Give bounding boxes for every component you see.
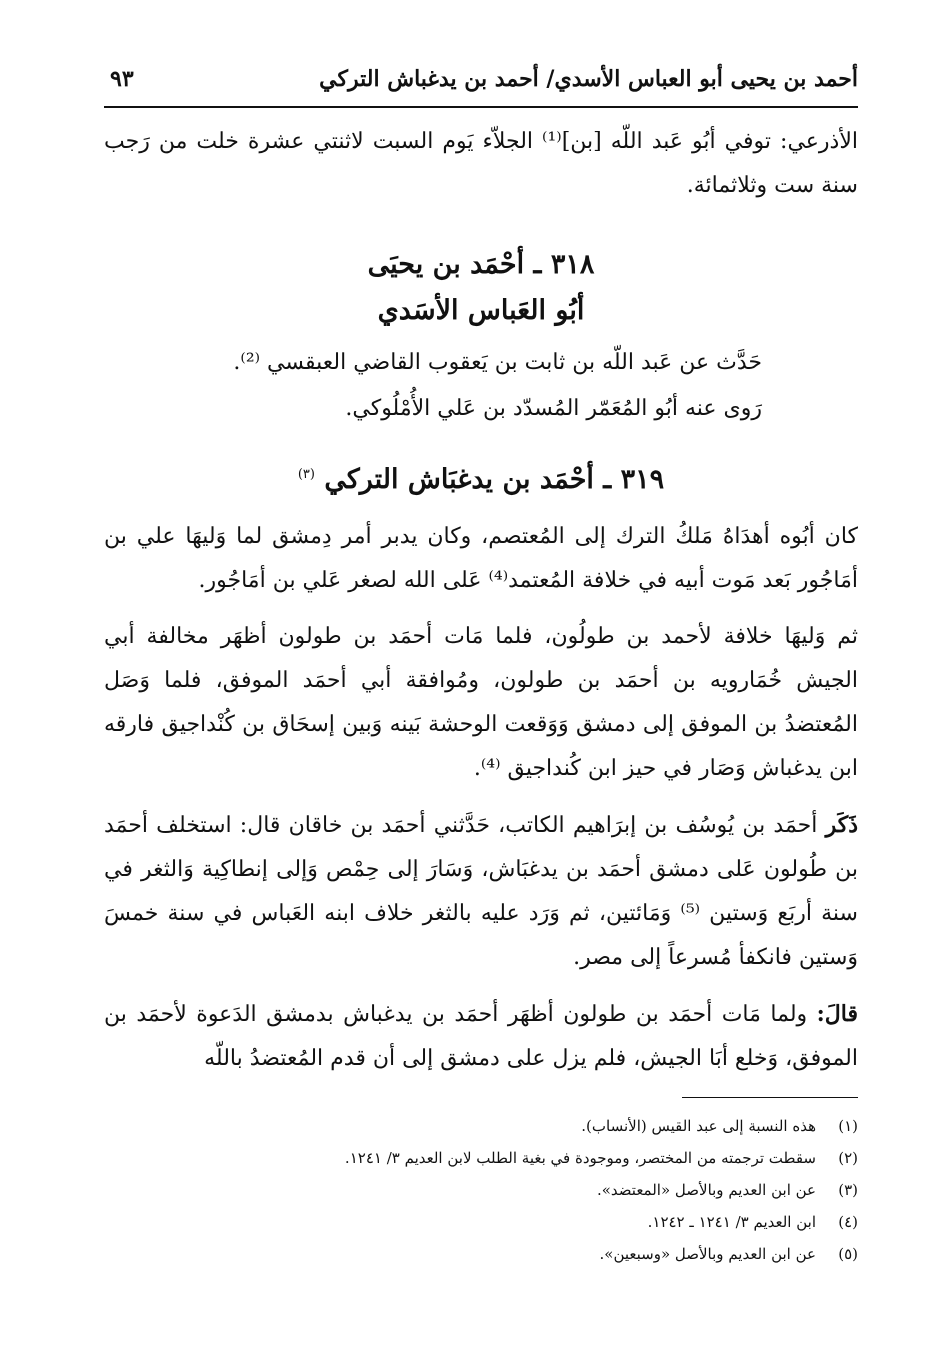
page-number: ٩٣: [110, 66, 134, 92]
paragraph-3-text: أحمَد بن يُوسُف بن إبرَاهيم الكاتب، حَدَّثني أحمَد بن خاقان قال: استخلف أحمَد بن طُولون عَلى دمشق أحمَد بن يدغبَاش، وَسَارَ إلى حِمْص وَإلى إنطاكِية وَالثغر في سنة أربَع وَستين ⁽⁵⁾ وَمَائتين، ثم وَرَد عليه بالثغر خلاف ابنه العَباس في سنة خمسَ وَستين فانكفأ مُسرعاً إلى مصر.: [104, 813, 858, 970]
footnote-text: هذه النسبة إلى عبد القيس (الأنساب).: [581, 1117, 816, 1135]
footnote-item: [104, 1238, 858, 1270]
entry-319-title-note: (٣): [297, 467, 315, 482]
paragraph-4-text: ولما مَات أحمَد بن طولون أظهَر أحمَد بن يدغباش بدمشق الدَعوة لأحمَد بن الموفق، وَخلع أبَا الجيش، فلم يزل على دمشق إلى أن قدم المُعتضدُ باللّه: [104, 1002, 858, 1071]
entry-319-paragraph-2: ثم وَليهَا خلافة لأحمد بن طولُون، فلما مَات أحمَد بن طولون أظهَر مخالفة أبي الجيش خُمَارويه بن أحمَد بن طولون، ومُوافقة أبي أحمَد الموفق، فلما وَصَل المُعتضدُ بن الموفق إلى دمشق وَوَقعت الوحشة بَينه وَبين إسحَاق بن كُنْداجيق فارقه ابن يدغباش وَصَار في حيز ابن كُنداجيق ⁽⁴⁾.: [104, 624, 858, 781]
entry-319-paragraph-4: [104, 992, 858, 1081]
entry-318-narrated-from: حَدَّث عن عَبد اللّه بن ثابت بن يَعقوب القاضي العبقسي ⁽²⁾.: [233, 350, 762, 375]
running-title: أحمد بن يحيى أبو العباس الأسدي/ أحمد بن يدغباش التركي: [319, 66, 858, 92]
entry-318-title-line1: ٣١٨ ـ أحْمَد بن يحيَى: [367, 249, 595, 280]
opening-paragraph: الأذرعي: توفي أبُو عَبد اللّه [بن]⁽¹⁾ الجلاّء يَوم السبت لاثنتي عشرة خلت من رَجب سنة ست وثلاثمائة.: [104, 129, 858, 198]
footnote-number: (٥): [838, 1245, 858, 1263]
entry-318-narrated-by: رَوى عنه أبُو المُعَمّر المُسدّد بن عَلي الأُمْلُوكي.: [345, 396, 762, 421]
footnote-number: (٣): [838, 1181, 858, 1199]
main-text: [104, 120, 858, 1093]
entry-319-paragraph-3: [104, 803, 858, 980]
footnote-text: سقطت ترجمته من المختصر، وموجودة في بغية الطلب لابن العديم ٣/ ١٢٤١.: [344, 1149, 816, 1167]
entry-319-title: [104, 452, 858, 503]
footnote-separator: [682, 1097, 858, 1098]
footnote-number: (١): [838, 1117, 858, 1135]
paragraph-4-lead-word: قالَ:: [816, 1001, 858, 1027]
footnote-number: (٢): [838, 1149, 858, 1167]
footnote-text: عن ابن العديم وبالأصل «وسبعين».: [599, 1245, 816, 1263]
entry-319-title-text: ٣١٩ ـ أحْمَد بن يدغبَاش التركي: [324, 464, 665, 495]
page-header: [104, 58, 858, 108]
footnote-number: (٤): [838, 1213, 858, 1231]
footnote-item: [104, 1110, 858, 1142]
paragraph-3-lead-word: ذَكَر: [825, 812, 858, 838]
entry-319-paragraph-1: كان أبُوه أهدَاهُ مَلكُ الترك إلى المُعتصم، وكان يدبر أمر دِمشق لما وَليهَا علي بن أمَاجُور بَعد مَوت أبيه في خلافة المُعتمد⁽⁴⁾ عَلى الله لصغر عَلي بن أمَاجُور.: [104, 524, 858, 593]
footnote-text: عن ابن العديم وبالأصل «المعتضد».: [596, 1181, 816, 1199]
footnote-text: ابن العديم ٣/ ١٢٤١ ـ ١٢٤٢.: [647, 1213, 816, 1231]
footnotes: [104, 1110, 858, 1270]
footnote-item: [104, 1206, 858, 1238]
footnote-item: [104, 1142, 858, 1174]
entry-318-title-line2: أبُو العَباس الأسَدي: [377, 295, 585, 326]
footnote-item: [104, 1174, 858, 1206]
